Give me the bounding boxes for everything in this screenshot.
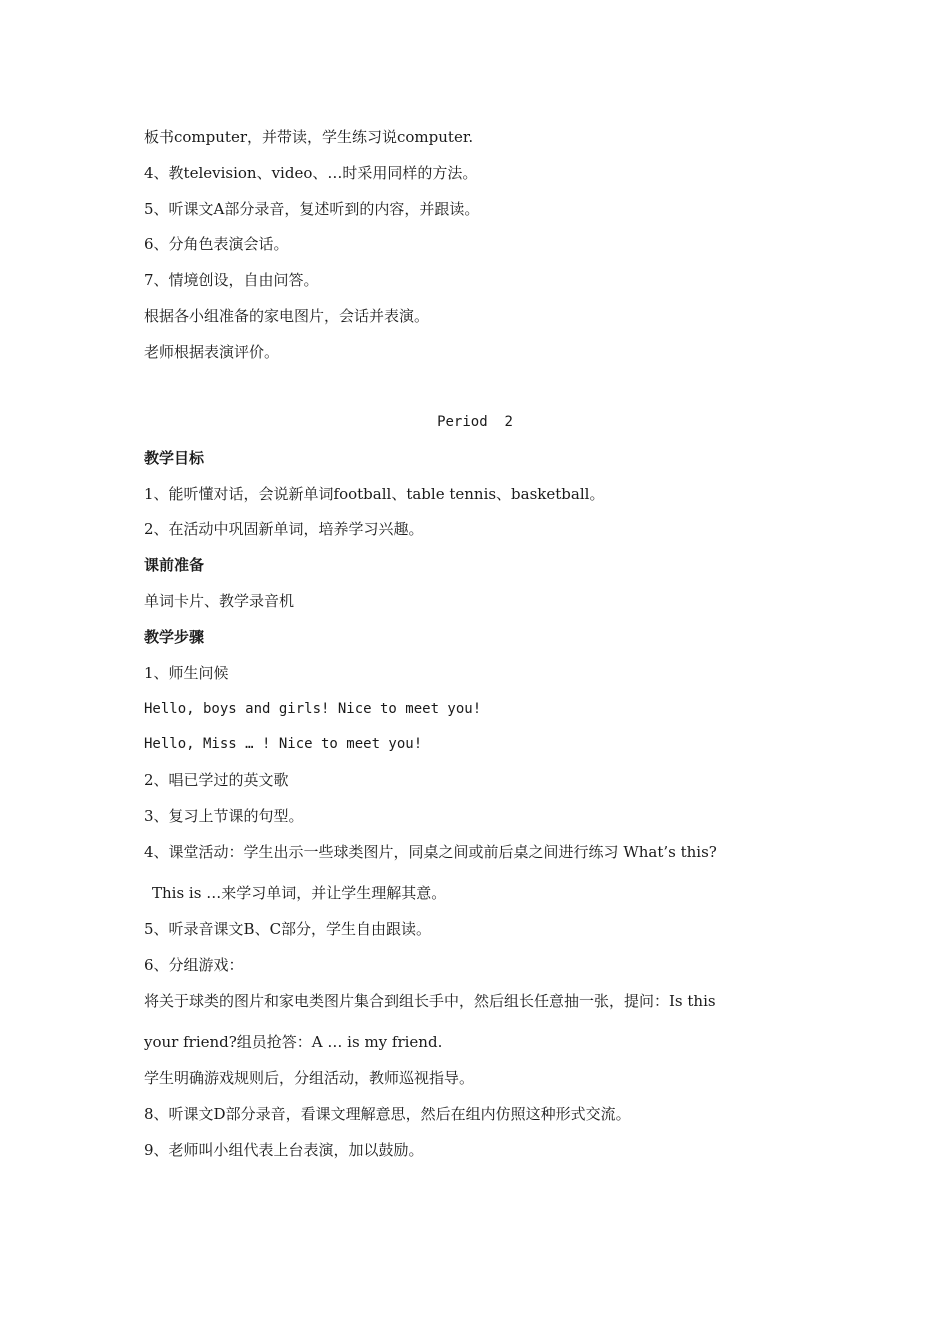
step-item: 1、师生问候	[144, 664, 229, 682]
paragraph-line: 5、听课文A部分录音，复述听到的内容，并跟读。	[144, 200, 480, 218]
step-item: 3、复习上节课的句型。	[144, 807, 304, 825]
section-heading-objectives: 教学目标	[144, 449, 205, 467]
step-item: 6、分组游戏：	[144, 956, 244, 974]
paragraph-line: 4、教television、video、…时采用同样的方法。	[144, 164, 478, 182]
step-item: 4、课堂活动：学生出示一些球类图片，同桌之间或前后桌之间进行练习 What’s this?	[144, 843, 717, 861]
paragraph-line: 根据各小组准备的家电图片，会话并表演。	[144, 307, 430, 325]
section-heading-steps: 教学步骤	[144, 628, 205, 646]
paragraph-line: 板书computer，并带读，学生练习说computer.	[144, 128, 474, 146]
paragraph-line: 老师根据表演评价。	[144, 343, 280, 361]
period-title: Period 2	[437, 414, 513, 430]
step-item: This is …来学习单词，并让学生理解其意。	[152, 884, 447, 902]
step-item: 9、老师叫小组代表上台表演，加以鼓励。	[144, 1141, 424, 1159]
objective-item: 2、在活动中巩固新单词，培养学习兴趣。	[144, 520, 424, 538]
step-item: 8、听课文D部分录音，看课文理解意思，然后在组内仿照这种形式交流。	[144, 1105, 631, 1123]
paragraph-line: 7、情境创设，自由问答。	[144, 271, 319, 289]
step-item: 将关于球类的图片和家电类图片集合到组长手中，然后组长任意抽一张，提问：Is this	[144, 992, 716, 1010]
step-item: 学生明确游戏规则后，分组活动，教师巡视指导。	[144, 1069, 475, 1087]
step-item: your friend?组员抢答：A … is my friend.	[144, 1033, 443, 1051]
objective-item: 1、能听懂对话，会说新单词football、table tennis、basketball。	[144, 485, 605, 503]
step-item: 2、唱已学过的英文歌	[144, 771, 289, 789]
section-heading-preparation: 课前准备	[144, 556, 205, 574]
step-item: Hello, Miss … ! Nice to meet you!	[144, 736, 423, 752]
paragraph-line: 6、分角色表演会话。	[144, 235, 289, 253]
step-item: Hello, boys and girls! Nice to meet you!	[144, 701, 482, 717]
preparation-text: 单词卡片、教学录音机	[144, 592, 295, 610]
step-item: 5、听录音课文B、C部分，学生自由跟读。	[144, 920, 432, 938]
